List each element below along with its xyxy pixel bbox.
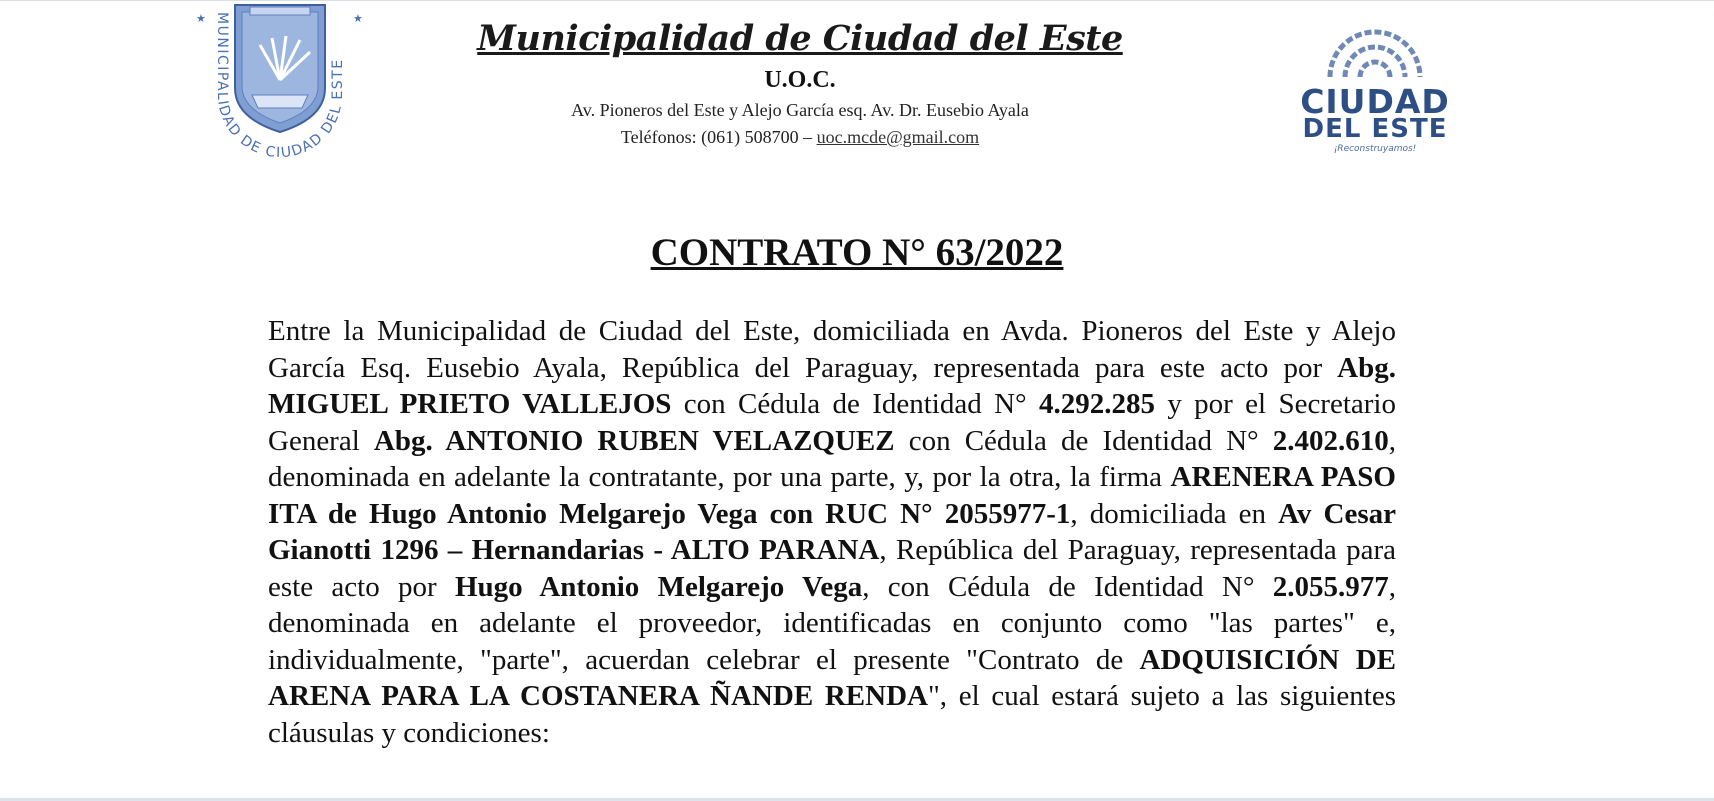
ciudad-del-este-brand-logo <box>1290 22 1460 162</box>
secretary-id: 2.402.610 <box>1272 424 1389 457</box>
text-segment: y por el Secretario General <box>268 388 1396 457</box>
contract-title: CONTRATO N° 63/2022 <box>650 231 1064 274</box>
contact-line <box>470 127 1130 148</box>
text-segment: con Cédula de Identidad N° <box>671 388 1039 420</box>
text-segment: con Cédula de Identidad N° <box>894 424 1273 457</box>
text-segment: , República del Paraguay, representada para este acto por <box>268 534 1396 603</box>
brand-tagline: ¡Reconstruyamos! <box>1333 144 1417 154</box>
address-line: Av. Pioneros del Este y Alejo García esq. Av. Dr. Eusebio Ayala <box>571 100 1029 120</box>
intendente-id: 4.292.285 <box>1038 388 1155 420</box>
municipal-seal-logo <box>190 0 370 165</box>
svg-text:★: ★ <box>196 13 206 25</box>
email-link[interactable]: uoc.mcde@gmail.com <box>816 127 980 147</box>
supplier-firm: ARENERA PASO ITA de Hugo Antonio Melgarejo Vega con RUC N° 2055977-1 <box>268 461 1396 530</box>
phone-text: Teléfonos: (061) 508700 – <box>620 127 817 147</box>
text-segment: Entre la Municipalidad de Ciudad del Este, domiciliada en Avda. Pioneros del Este y Alejo García Esq. Eusebio Ayala, República del Paraguay, representada para este acto por <box>268 315 1396 384</box>
supplier-address: Av Cesar Gianotti 1296 – Hernandarias - ALTO PARANA <box>268 497 1396 566</box>
brand-word-del-este: DEL ESTE <box>1302 114 1448 144</box>
contract-preamble-paragraph <box>268 313 1396 751</box>
text-segment: ", el cual estará sujeto a las siguientes cláusulas y condiciones: <box>268 680 1396 749</box>
svg-text:MUNICIPALIDAD DE CIUDAD DEL ES: MUNICIPALIDAD DE CIUDAD DEL ESTE <box>213 12 346 162</box>
intendente-name: Abg. MIGUEL PRIETO VALLEJOS <box>268 351 1396 420</box>
text-segment: , denominada en adelante la contratante, por una parte, y, por la otra, la firma <box>268 424 1396 493</box>
secretary-name: Abg. ANTONIO RUBEN VELAZQUEZ <box>373 424 895 457</box>
text-segment: , con Cédula de Identidad N° <box>862 570 1273 603</box>
supplier-representative: Hugo Antonio Melgarejo Vega <box>454 570 863 603</box>
text-segment: , domiciliada en <box>1070 497 1279 530</box>
unit-name: U.O.C. <box>764 67 836 93</box>
svg-text:★: ★ <box>353 13 363 25</box>
supplier-id: 2.055.977 <box>1272 570 1389 603</box>
municipality-title: Municipalidad de Ciudad del Este <box>477 18 1123 59</box>
brand-word-ciudad: CIUDAD <box>1300 82 1450 121</box>
brand-arcs-icon <box>1290 22 1460 82</box>
text-segment: , denominada en adelante el proveedor, identificadas en conjunto como "las partes" e, individualmente, "parte", acuerdan celebrar el presente "Contrato de <box>268 570 1396 676</box>
letterhead <box>470 18 1130 148</box>
contract-object: ADQUISICIÓN DE ARENA PARA LA COSTANERA ÑANDE RENDA <box>268 643 1396 712</box>
